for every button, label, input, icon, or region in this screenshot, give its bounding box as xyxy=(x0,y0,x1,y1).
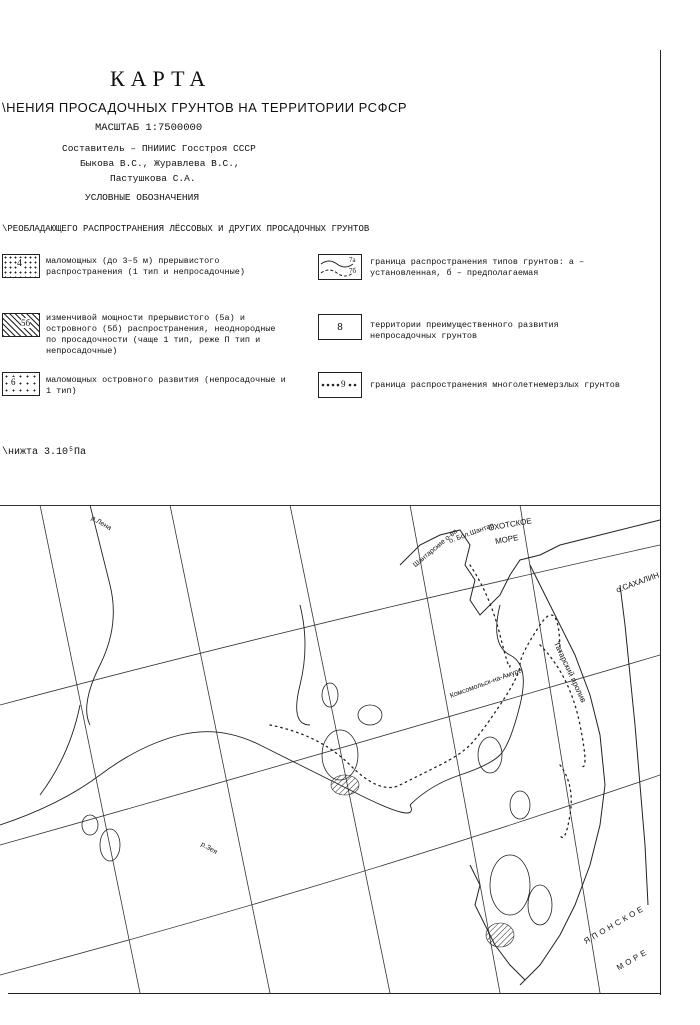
label-sakhalin: о.САХАЛИН xyxy=(614,570,661,595)
legend-symbol-4-label: 4 xyxy=(17,258,22,269)
label-shantar-2: о. Бол.Шантар xyxy=(448,522,496,545)
legend-heading: УСЛОВНЫЕ ОБОЗНАЧЕНИЯ xyxy=(85,192,200,203)
compiler-line-2: Быкова В.С., Журавлева В.С., xyxy=(80,158,240,169)
legend-symbol-5-label: 5б xyxy=(21,318,31,328)
legend-text-9: граница распространения многолетнемерзлых грунтов xyxy=(370,380,620,390)
label-komsomolsk: Комсомольск-на-Амуре xyxy=(449,667,524,700)
legend-symbol-9-label: 9 xyxy=(341,379,346,389)
section-heading: \РЕОБЛАДАЮЩЕГО РАСПРОСТРАНЕНИЯ ЛЁССОВЫХ И ДРУГИХ ПРОСАДОЧНЫХ ГРУНТОВ xyxy=(2,224,370,234)
map-scale: МАСШТАБ 1:7500000 xyxy=(95,122,203,134)
legend-symbol-4 xyxy=(2,254,40,278)
legend-symbol-6 xyxy=(2,372,40,396)
legend-symbol-7b-label: 7б xyxy=(349,267,357,275)
map-area xyxy=(0,505,660,993)
legend-text-7: граница распространения типов грунтов: а – установленная, б – предполагаемая xyxy=(370,257,585,278)
legend-text-4: маломощных (до 3–5 м) прерывистого распространения (1 тип и непросадочные) xyxy=(46,256,245,277)
compiler-line-1: Составитель – ПНИИИС Госстроя СССР xyxy=(62,143,256,154)
legend-symbol-9 xyxy=(318,372,362,398)
map-frame-bottom xyxy=(8,993,660,994)
legend-symbol-8 xyxy=(318,314,362,340)
legend-text-5: изменчивой мощности прерывистого (5а) и островного (5б) распространения, неоднородные по просадочности (чаще 1 тип, реже П тип и непросадочные) xyxy=(46,313,276,356)
legend-symbol-7a-label: 7а xyxy=(349,256,356,264)
pressure-note: \нижта 3.10⁵Па xyxy=(2,447,87,458)
map-subtitle: \НЕНИЯ ПРОСАДОЧНЫХ ГРУНТОВ НА ТЕРРИТОРИИ РСФСР xyxy=(2,100,408,115)
label-tatar-strait: Татарский пролив xyxy=(551,640,589,704)
label-japan-sea-2: МОРЕ xyxy=(615,946,651,973)
permafrost-boundary xyxy=(270,565,585,838)
rivers xyxy=(0,505,523,825)
legend-symbol-6-label: 6 xyxy=(11,377,16,387)
label-river-2: р.Лена xyxy=(89,514,113,533)
label-river-1: р.Зея xyxy=(199,841,219,856)
permafrost-boundary-symbol xyxy=(319,373,361,397)
legend-text-8: территории преимущественного развития непросадочных грунтов xyxy=(370,320,559,341)
loess-patches xyxy=(82,683,552,925)
label-okhotsk-sea-2: МОРЕ xyxy=(494,533,520,546)
label-japan-sea-1: ЯПОНСКОЕ xyxy=(582,903,648,946)
label-shantar-1: Шантарские о-ва xyxy=(412,528,459,569)
label-okhotsk-sea-1: ОХОТСКОЕ xyxy=(487,516,533,533)
legend-symbol-8-label: 8 xyxy=(337,321,343,333)
legend-symbol-7 xyxy=(318,254,362,280)
map-frame-right xyxy=(660,50,661,995)
legend-symbol-5 xyxy=(2,313,40,337)
legend-text-6: маломощных островного развития (непросадочные и 1 тип) xyxy=(46,375,286,396)
graticule xyxy=(0,505,660,993)
compiler-line-3: Пастушкова С.А. xyxy=(110,173,196,184)
map-title: КАРТА xyxy=(110,66,212,91)
